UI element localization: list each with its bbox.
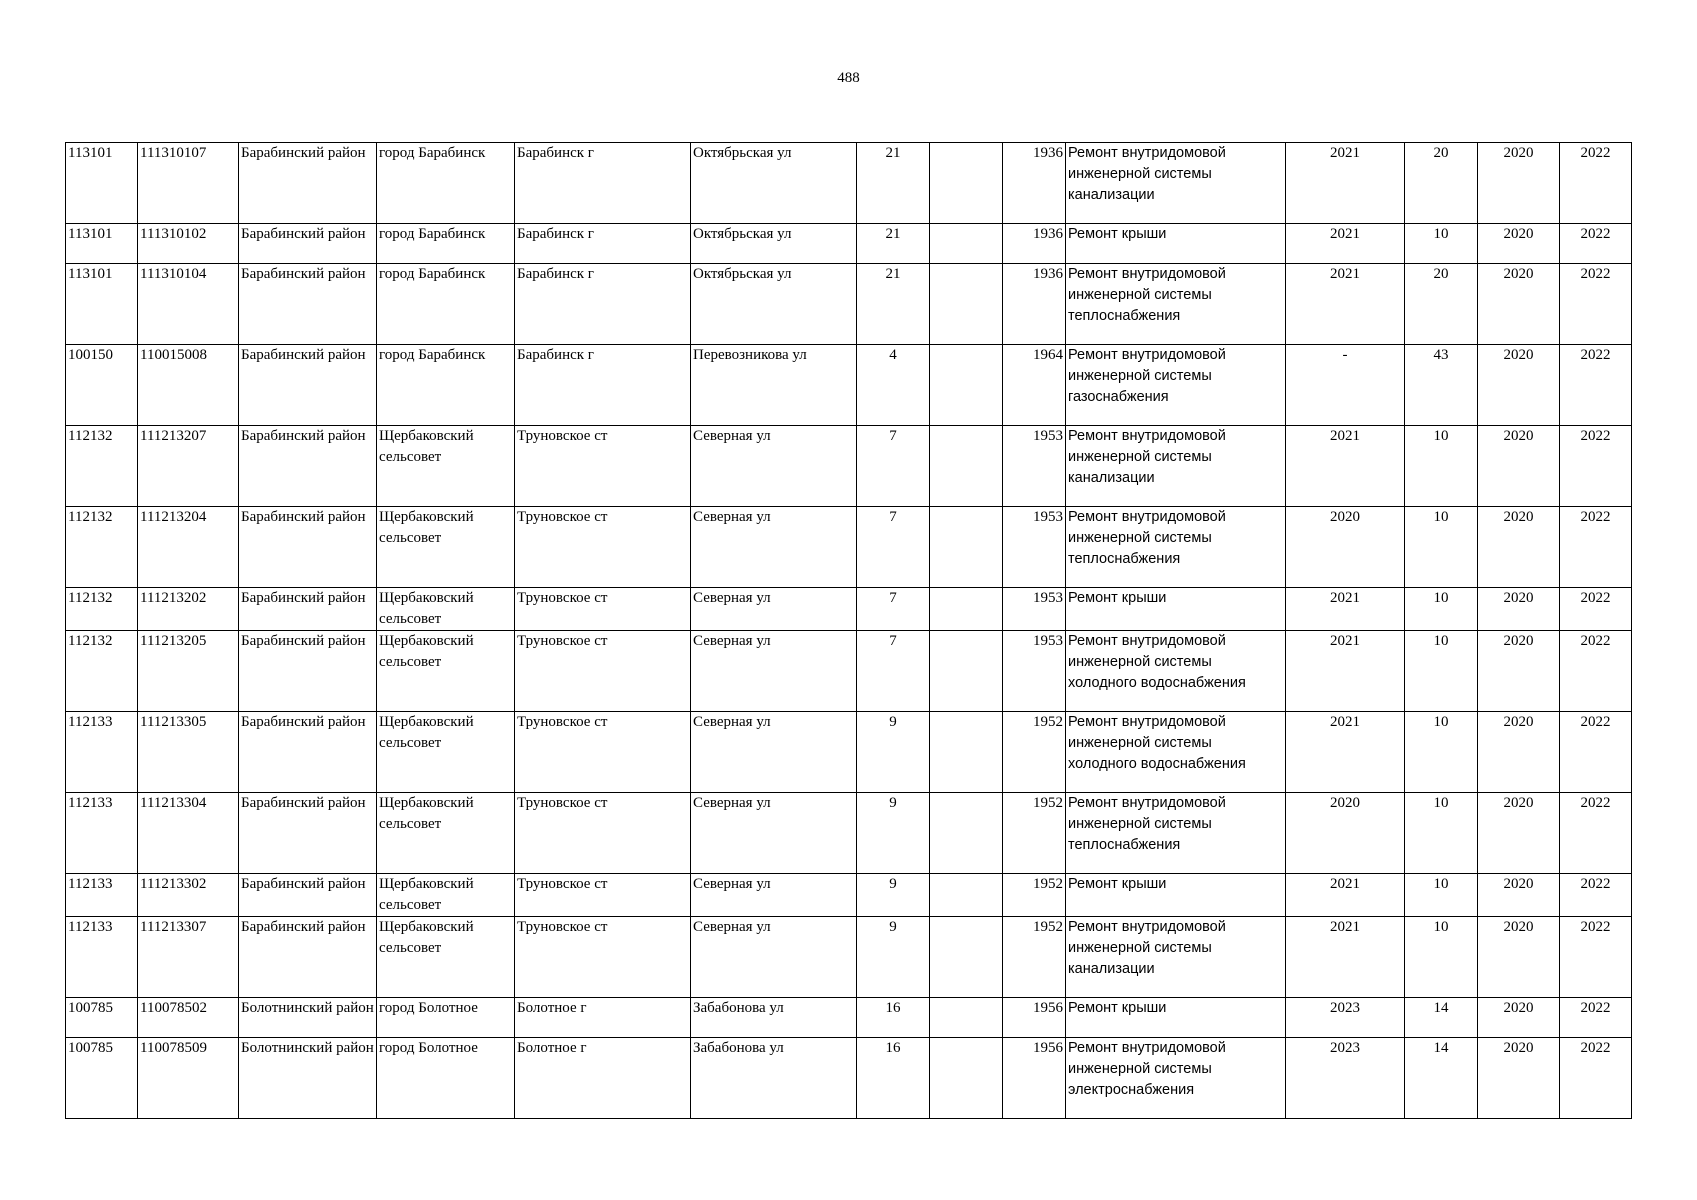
cell-street: Октябрьская ул — [691, 224, 857, 264]
cell-year-from: 2020 — [1478, 917, 1560, 998]
cell-house: 9 — [857, 917, 930, 998]
cell-year-from: 2020 — [1478, 998, 1560, 1038]
page-number: 488 — [837, 70, 860, 86]
cell-house: 7 — [857, 588, 930, 631]
cell-element-code: 111213204 — [138, 507, 239, 588]
cell-year-to: 2022 — [1560, 1038, 1632, 1119]
cell-year-built: 1952 — [1003, 917, 1066, 998]
cell-building — [930, 631, 1003, 712]
cell-municipality: город Болотное — [377, 1038, 515, 1119]
cell-house: 7 — [857, 631, 930, 712]
table-row — [66, 507, 1632, 588]
cell-locality: Труновское ст — [515, 874, 691, 917]
table-row — [66, 143, 1632, 224]
cell-house: 21 — [857, 224, 930, 264]
cell-house: 7 — [857, 426, 930, 507]
cell-municipality: Щербаковский сельсовет — [377, 631, 515, 712]
cell-count: 10 — [1405, 793, 1478, 874]
cell-street: Забабонова ул — [691, 1038, 857, 1119]
cell-object-code: 112132 — [66, 631, 138, 712]
cell-element-code: 111213305 — [138, 712, 239, 793]
cell-year-to: 2022 — [1560, 507, 1632, 588]
cell-year-built: 1953 — [1003, 507, 1066, 588]
cell-building — [930, 998, 1003, 1038]
cell-locality: Труновское ст — [515, 507, 691, 588]
table-row — [66, 426, 1632, 507]
cell-object-code: 112133 — [66, 874, 138, 917]
cell-street: Северная ул — [691, 426, 857, 507]
cell-year-work: 2021 — [1286, 224, 1405, 264]
cell-house: 4 — [857, 345, 930, 426]
cell-municipality: город Барабинск — [377, 224, 515, 264]
cell-object-code: 100785 — [66, 1038, 138, 1119]
table-row — [66, 224, 1632, 264]
cell-year-to: 2022 — [1560, 345, 1632, 426]
cell-house: 16 — [857, 998, 930, 1038]
cell-house: 9 — [857, 874, 930, 917]
cell-building — [930, 143, 1003, 224]
cell-count: 10 — [1405, 426, 1478, 507]
cell-year-built: 1964 — [1003, 345, 1066, 426]
cell-street: Северная ул — [691, 588, 857, 631]
cell-year-work: 2021 — [1286, 426, 1405, 507]
cell-year-from: 2020 — [1478, 426, 1560, 507]
cell-year-built: 1952 — [1003, 793, 1066, 874]
cell-street: Октябрьская ул — [691, 264, 857, 345]
cell-district: Барабинский район — [239, 426, 377, 507]
cell-element-code: 110078509 — [138, 1038, 239, 1119]
cell-municipality: город Барабинск — [377, 264, 515, 345]
cell-street: Забабонова ул — [691, 998, 857, 1038]
cell-building — [930, 264, 1003, 345]
cell-work-type: Ремонт внутридомовой инженерной системы электроснабжения — [1066, 1038, 1286, 1119]
cell-locality: Труновское ст — [515, 917, 691, 998]
cell-district: Барабинский район — [239, 917, 377, 998]
cell-year-built: 1952 — [1003, 712, 1066, 793]
cell-locality: Труновское ст — [515, 712, 691, 793]
cell-element-code: 110078502 — [138, 998, 239, 1038]
cell-year-work: 2021 — [1286, 264, 1405, 345]
cell-building — [930, 588, 1003, 631]
cell-year-to: 2022 — [1560, 793, 1632, 874]
cell-municipality: город Болотное — [377, 998, 515, 1038]
cell-house: 9 — [857, 793, 930, 874]
cell-work-type: Ремонт внутридомовой инженерной системы теплоснабжения — [1066, 793, 1286, 874]
cell-locality: Барабинск г — [515, 264, 691, 345]
cell-building — [930, 793, 1003, 874]
cell-street: Северная ул — [691, 631, 857, 712]
cell-year-to: 2022 — [1560, 143, 1632, 224]
cell-year-from: 2020 — [1478, 712, 1560, 793]
table-row — [66, 874, 1632, 917]
cell-district: Барабинский район — [239, 712, 377, 793]
cell-municipality: город Барабинск — [377, 143, 515, 224]
table-row — [66, 917, 1632, 998]
cell-year-to: 2022 — [1560, 631, 1632, 712]
cell-locality: Барабинск г — [515, 224, 691, 264]
cell-district: Барабинский район — [239, 264, 377, 345]
cell-work-type: Ремонт внутридомовой инженерной системы канализации — [1066, 426, 1286, 507]
cell-locality: Труновское ст — [515, 793, 691, 874]
cell-district: Барабинский район — [239, 224, 377, 264]
cell-district: Барабинский район — [239, 588, 377, 631]
cell-object-code: 100150 — [66, 345, 138, 426]
cell-district: Болотнинский район — [239, 998, 377, 1038]
cell-element-code: 111213207 — [138, 426, 239, 507]
cell-year-work: 2021 — [1286, 631, 1405, 712]
cell-work-type: Ремонт крыши — [1066, 998, 1286, 1038]
cell-district: Барабинский район — [239, 143, 377, 224]
cell-locality: Барабинск г — [515, 143, 691, 224]
cell-municipality: Щербаковский сельсовет — [377, 507, 515, 588]
cell-municipality: Щербаковский сельсовет — [377, 793, 515, 874]
table-body — [66, 143, 1632, 1119]
cell-district: Барабинский район — [239, 793, 377, 874]
cell-count: 10 — [1405, 874, 1478, 917]
cell-element-code: 111213205 — [138, 631, 239, 712]
cell-year-to: 2022 — [1560, 712, 1632, 793]
table-row — [66, 793, 1632, 874]
cell-element-code: 111213202 — [138, 588, 239, 631]
cell-year-built: 1953 — [1003, 631, 1066, 712]
cell-building — [930, 224, 1003, 264]
cell-year-work: 2021 — [1286, 712, 1405, 793]
cell-year-from: 2020 — [1478, 345, 1560, 426]
cell-count: 10 — [1405, 631, 1478, 712]
table-row — [66, 345, 1632, 426]
cell-element-code: 110015008 — [138, 345, 239, 426]
cell-year-to: 2022 — [1560, 264, 1632, 345]
cell-street: Северная ул — [691, 874, 857, 917]
cell-work-type: Ремонт крыши — [1066, 588, 1286, 631]
cell-year-work: 2021 — [1286, 874, 1405, 917]
cell-year-built: 1936 — [1003, 224, 1066, 264]
cell-element-code: 111213302 — [138, 874, 239, 917]
cell-district: Барабинский район — [239, 874, 377, 917]
cell-building — [930, 507, 1003, 588]
cell-year-built: 1953 — [1003, 588, 1066, 631]
cell-street: Северная ул — [691, 793, 857, 874]
table-row — [66, 1038, 1632, 1119]
cell-count: 43 — [1405, 345, 1478, 426]
cell-house: 7 — [857, 507, 930, 588]
cell-work-type: Ремонт внутридомовой инженерной системы холодного водоснабжения — [1066, 631, 1286, 712]
cell-count: 10 — [1405, 507, 1478, 588]
cell-house: 16 — [857, 1038, 930, 1119]
cell-house: 21 — [857, 143, 930, 224]
cell-district: Барабинский район — [239, 345, 377, 426]
cell-element-code: 111310104 — [138, 264, 239, 345]
cell-locality: Болотное г — [515, 998, 691, 1038]
cell-year-from: 2020 — [1478, 874, 1560, 917]
cell-year-work: 2021 — [1286, 917, 1405, 998]
cell-object-code: 113101 — [66, 224, 138, 264]
cell-work-type: Ремонт внутридомовой инженерной системы газоснабжения — [1066, 345, 1286, 426]
cell-object-code: 112133 — [66, 917, 138, 998]
cell-locality: Труновское ст — [515, 631, 691, 712]
cell-year-from: 2020 — [1478, 264, 1560, 345]
cell-year-to: 2022 — [1560, 998, 1632, 1038]
table-row — [66, 631, 1632, 712]
cell-street: Перевозникова ул — [691, 345, 857, 426]
cell-year-from: 2020 — [1478, 793, 1560, 874]
cell-year-built: 1936 — [1003, 264, 1066, 345]
cell-municipality: Щербаковский сельсовет — [377, 426, 515, 507]
cell-element-code: 111310102 — [138, 224, 239, 264]
cell-year-to: 2022 — [1560, 874, 1632, 917]
cell-year-to: 2022 — [1560, 917, 1632, 998]
table-row — [66, 264, 1632, 345]
cell-year-from: 2020 — [1478, 224, 1560, 264]
cell-work-type: Ремонт крыши — [1066, 874, 1286, 917]
cell-object-code: 112132 — [66, 507, 138, 588]
cell-count: 10 — [1405, 917, 1478, 998]
cell-district: Барабинский район — [239, 507, 377, 588]
cell-district: Барабинский район — [239, 631, 377, 712]
cell-building — [930, 1038, 1003, 1119]
cell-count: 14 — [1405, 998, 1478, 1038]
cell-year-from: 2020 — [1478, 507, 1560, 588]
table-row — [66, 998, 1632, 1038]
cell-street: Северная ул — [691, 712, 857, 793]
cell-element-code: 111310107 — [138, 143, 239, 224]
cell-district: Болотнинский район — [239, 1038, 377, 1119]
cell-object-code: 112133 — [66, 793, 138, 874]
cell-municipality: Щербаковский сельсовет — [377, 917, 515, 998]
cell-building — [930, 426, 1003, 507]
cell-count: 10 — [1405, 712, 1478, 793]
cell-house: 9 — [857, 712, 930, 793]
cell-count: 10 — [1405, 224, 1478, 264]
cell-object-code: 112133 — [66, 712, 138, 793]
cell-year-work: 2020 — [1286, 507, 1405, 588]
cell-street: Северная ул — [691, 917, 857, 998]
cell-object-code: 100785 — [66, 998, 138, 1038]
cell-year-work: 2021 — [1286, 588, 1405, 631]
cell-street: Северная ул — [691, 507, 857, 588]
cell-year-built: 1936 — [1003, 143, 1066, 224]
cell-municipality: город Барабинск — [377, 345, 515, 426]
cell-work-type: Ремонт внутридомовой инженерной системы канализации — [1066, 143, 1286, 224]
cell-count: 10 — [1405, 588, 1478, 631]
cell-year-built: 1956 — [1003, 1038, 1066, 1119]
cell-year-work: - — [1286, 345, 1405, 426]
cell-building — [930, 712, 1003, 793]
cell-year-built: 1956 — [1003, 998, 1066, 1038]
cell-year-work: 2021 — [1286, 143, 1405, 224]
cell-locality: Труновское ст — [515, 588, 691, 631]
cell-year-to: 2022 — [1560, 426, 1632, 507]
cell-work-type: Ремонт внутридомовой инженерной системы холодного водоснабжения — [1066, 712, 1286, 793]
cell-building — [930, 874, 1003, 917]
cell-year-to: 2022 — [1560, 224, 1632, 264]
cell-locality: Болотное г — [515, 1038, 691, 1119]
cell-object-code: 112132 — [66, 588, 138, 631]
cell-count: 20 — [1405, 264, 1478, 345]
cell-year-from: 2020 — [1478, 143, 1560, 224]
cell-building — [930, 917, 1003, 998]
cell-municipality: Щербаковский сельсовет — [377, 874, 515, 917]
cell-work-type: Ремонт внутридомовой инженерной системы канализации — [1066, 917, 1286, 998]
table-row — [66, 588, 1632, 631]
cell-street: Октябрьская ул — [691, 143, 857, 224]
cell-year-from: 2020 — [1478, 1038, 1560, 1119]
cell-object-code: 113101 — [66, 264, 138, 345]
cell-locality: Труновское ст — [515, 426, 691, 507]
cell-element-code: 111213307 — [138, 917, 239, 998]
cell-year-to: 2022 — [1560, 588, 1632, 631]
cell-municipality: Щербаковский сельсовет — [377, 588, 515, 631]
cell-work-type: Ремонт внутридомовой инженерной системы теплоснабжения — [1066, 507, 1286, 588]
cell-year-from: 2020 — [1478, 631, 1560, 712]
cell-house: 21 — [857, 264, 930, 345]
cell-year-work: 2020 — [1286, 793, 1405, 874]
cell-count: 14 — [1405, 1038, 1478, 1119]
cell-year-built: 1953 — [1003, 426, 1066, 507]
cell-count: 20 — [1405, 143, 1478, 224]
cell-year-work: 2023 — [1286, 998, 1405, 1038]
cell-year-built: 1952 — [1003, 874, 1066, 917]
cell-building — [930, 345, 1003, 426]
table-row — [66, 712, 1632, 793]
cell-work-type: Ремонт крыши — [1066, 224, 1286, 264]
cell-year-work: 2023 — [1286, 1038, 1405, 1119]
cell-year-from: 2020 — [1478, 588, 1560, 631]
cell-object-code: 112132 — [66, 426, 138, 507]
cell-element-code: 111213304 — [138, 793, 239, 874]
cell-municipality: Щербаковский сельсовет — [377, 712, 515, 793]
cell-locality: Барабинск г — [515, 345, 691, 426]
cell-object-code: 113101 — [66, 143, 138, 224]
cell-work-type: Ремонт внутридомовой инженерной системы теплоснабжения — [1066, 264, 1286, 345]
housing-register-table — [65, 142, 1632, 1119]
